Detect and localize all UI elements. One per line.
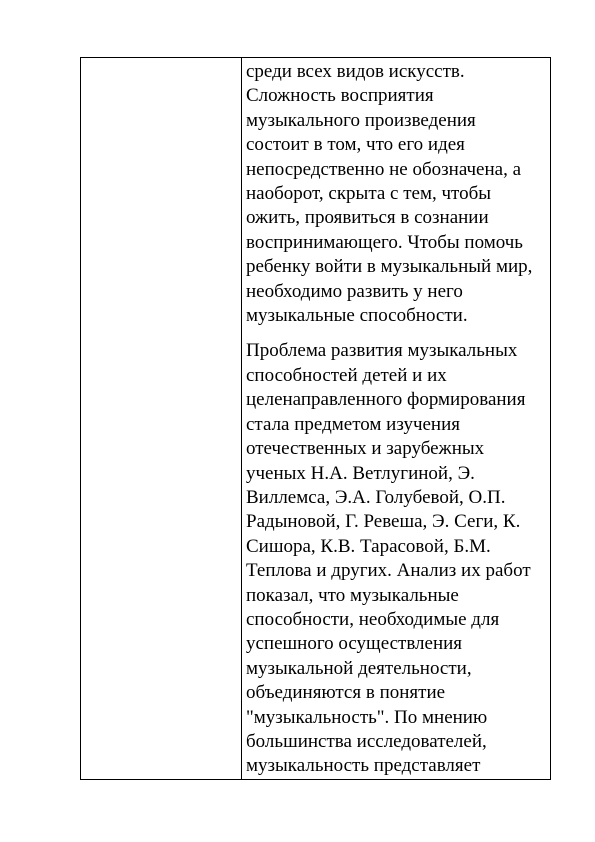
text-line: способности, необходимые для [246,608,500,630]
text-line: состоит в том, что его идея [246,134,465,156]
text-line: музыкального произведения [246,109,476,131]
text-line: стала предметом изучения [246,413,461,435]
text-line: музыкальной деятельности, [246,657,472,679]
text-line: Сишора, К.В. Тарасовой, Б.М. [246,535,491,557]
table-cell-text [242,58,551,780]
text-line: необходимо развить у него [246,280,463,302]
text-line: наоборот, скрыта с тем, чтобы [246,183,492,205]
text-line: ребенку войти в музыкальный мир, [246,256,533,278]
text-line: "музыкальность". По мнению [246,706,488,728]
text-line: показал, что музыкальные [246,584,459,606]
cell-content [242,58,550,779]
text-line: музыкальные способности. [246,305,468,327]
content-table [80,57,551,780]
paragraph-2 [246,339,544,778]
text-line: Проблема развития музыкальных [246,340,518,362]
text-line: Виллемса, Э.А. Голубевой, О.П. [246,486,506,508]
table-cell-left-empty [81,58,242,780]
text-line: ученых Н.А. Ветлугиной, Э. [246,462,475,484]
text-line: музыкальность представляет [246,755,481,777]
text-line: объединяются в понятие [246,682,446,704]
text-line: отечественных и зарубежных [246,438,485,460]
text-line: ожить, проявиться в сознании [246,207,489,229]
paragraph-1 [246,60,544,328]
text-line: Теплова и других. Анализ их работ [246,560,531,582]
text-line: успешного осуществления [246,633,463,655]
text-line: воспринимающего. Чтобы помочь [246,231,523,253]
text-line: большинства исследователей, [246,730,487,752]
table-row [81,58,551,780]
text-line: Радыновой, Г. Ревеша, Э. Сеги, К. [246,511,521,533]
text-line: Сложность восприятия [246,85,434,107]
text-line: способностей детей и их [246,364,447,386]
text-line: среди всех видов искусств. [246,61,465,82]
text-line: целенаправленного формирования [246,389,526,411]
text-line: непосредственно не обозначена, а [246,158,522,180]
